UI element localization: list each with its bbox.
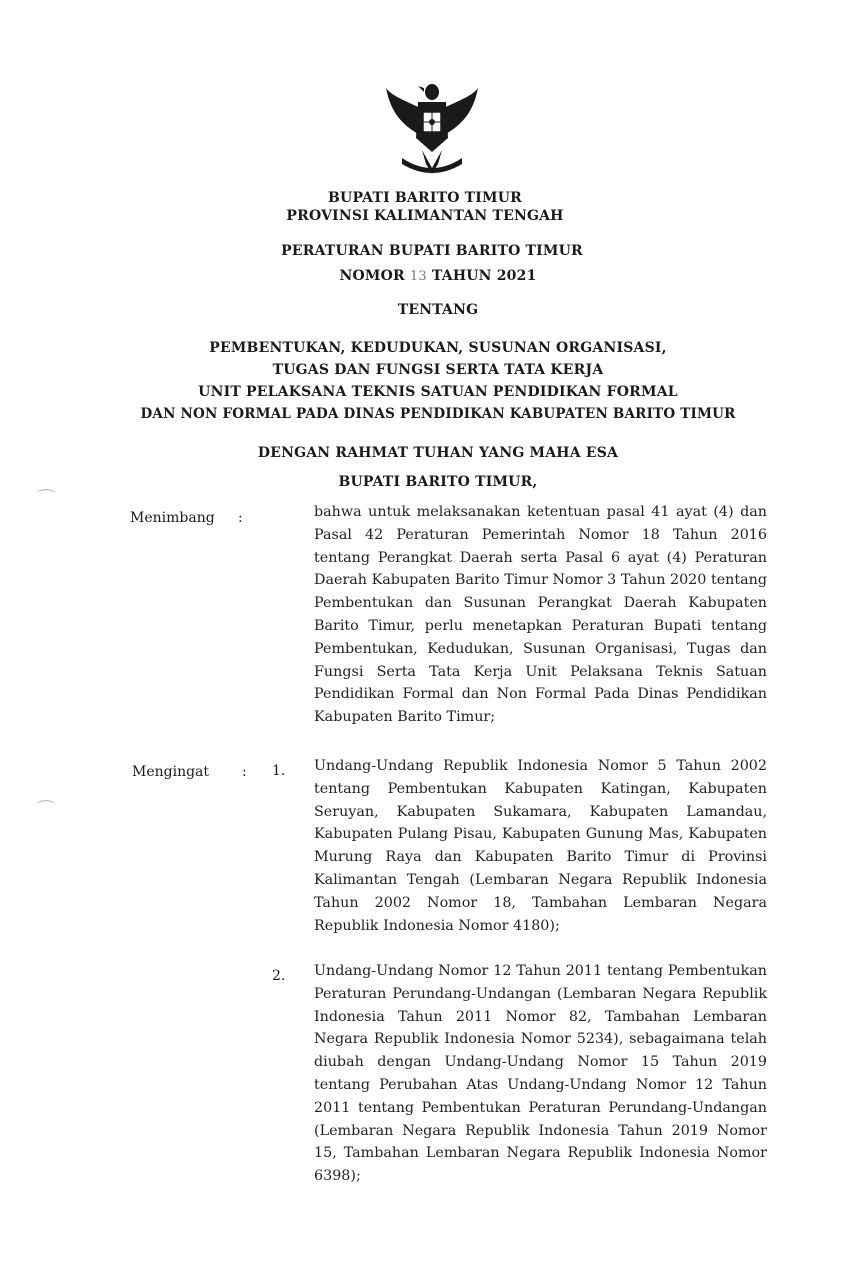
regent-name: BUPATI BARITO TIMUR,	[338, 474, 538, 490]
mengingat-colon: :	[242, 764, 247, 780]
mengingat-item-text: Undang-Undang Republik Indonesia Nomor 5 Tahun 2002 tentang Pembentukan Kabupaten Katingan, Kabupaten Seruyan, Kabupaten Sukamara, Kabupaten Lamandau, Kabupaten Pulang Pisau, Kabupaten Gunung Mas, Kabupaten Murung Raya dan Kabupaten Barito Timur di Provinsi Kalimantan Tengah (Lembaran Negara Republik Indonesia Tahun 2002 Nomor 18, Tambahan Lembaran Negara Republik Indonesia Nomor 4180);	[314, 758, 767, 934]
garuda-emblem-icon	[384, 78, 480, 178]
mengingat-label: Mengingat	[132, 764, 210, 780]
number-prefix: NOMOR	[339, 268, 405, 284]
number-value: 13	[409, 269, 427, 284]
blessing-line: DENGAN RAHMAT TUHAN YANG MAHA ESA	[257, 445, 619, 461]
province-title: PROVINSI KALIMANTAN TENGAH	[286, 208, 564, 224]
menimbang-label: Menimbang	[130, 510, 215, 526]
subject-line-3: UNIT PELAKSANA TEKNIS SATUAN PENDIDIKAN FORMAL	[198, 384, 678, 400]
mengingat-item-text: Undang-Undang Nomor 12 Tahun 2011 tentang Pembentukan Peraturan Perundang-Undangan (Lembaran Negara Republik Indonesia Tahun 2011 Nomor 82, Tambahan Lembaran Negara Republik Indonesia Nomor 5234), sebagaimana telah diubah dengan Undang-Undang Nomor 15 Tahun 2019 tentang Perubahan Atas Undang-Undang Nomor 12 Tahun 2011 tentang Pembentukan Peraturan Perundang-Undangan (Lembaran Negara Republik Indonesia Tahun 2019 Nomor 15, Tambahan Lembaran Negara Republik Indonesia Nomor 6398);	[314, 963, 767, 1185]
menimbang-colon: :	[238, 510, 243, 526]
punch-mark: ⌒	[36, 798, 56, 822]
subject-line-4: DAN NON FORMAL PADA DINAS PENDIDIKAN KABUPATEN BARITO TIMUR	[140, 406, 736, 422]
regent-title: BUPATI BARITO TIMUR	[328, 190, 522, 206]
regulation-number	[0, 268, 850, 284]
about-heading: TENTANG	[397, 302, 479, 318]
regulation-title: PERATURAN BUPATI BARITO TIMUR	[281, 243, 583, 259]
subject-line-1: PEMBENTUKAN, KEDUDUKAN, SUSUNAN ORGANISASI,	[209, 340, 667, 356]
punch-mark: ⌒	[36, 487, 56, 511]
subject-line-2: TUGAS DAN FUNGSI SERTA TATA KERJA	[272, 362, 604, 378]
menimbang-text: bahwa untuk melaksanakan ketentuan pasal 41 ayat (4) dan Pasal 42 Peraturan Pemerintah Nomor 18 Tahun 2016 tentang Perangkat Daerah serta Pasal 6 ayat (4) Peraturan Daerah Kabupaten Barito Timur Nomor 3 Tahun 2020 tentang Pembentukan dan Susunan Perangkat Daerah Kabupaten Barito Timur, perlu menetapkan Peraturan Bupati tentang Pembentukan, Kedudukan, Susunan Organisasi, Tugas dan Fungsi Serta Tata Kerja Unit Pelaksana Teknis Satuan Pendidikan Formal dan Non Formal Pada Dinas Pendidikan Kabupaten Barito Timur;	[314, 504, 767, 726]
mengingat-item-number: 2.	[272, 968, 286, 984]
mengingat-item-number: 1.	[272, 763, 286, 779]
regulation-year: TAHUN 2021	[431, 268, 537, 284]
